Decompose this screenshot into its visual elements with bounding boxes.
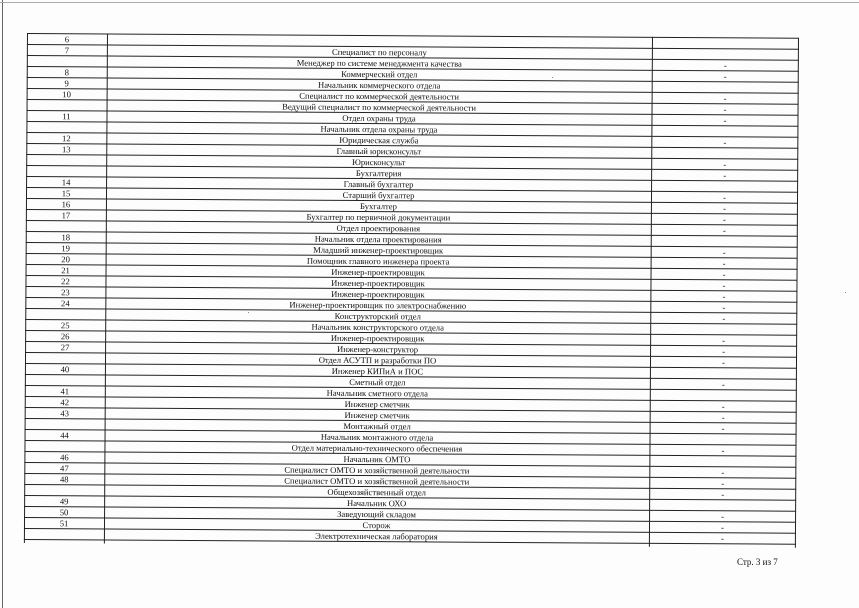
position-name: Заведующий складом <box>337 508 417 520</box>
position-name: Отдел охраны труда <box>342 112 416 124</box>
row-value: - <box>722 346 726 357</box>
row-value <box>650 390 797 391</box>
row-number: 17 <box>61 210 71 221</box>
position-name: Юридическая служба <box>339 134 419 146</box>
row-number: 40 <box>60 364 70 375</box>
scan-speck <box>552 77 553 78</box>
position-name: Специалист по персоналу <box>331 46 427 58</box>
scan-edge-left <box>2 0 3 608</box>
position-name: Инженер сметчик <box>344 409 410 421</box>
row-value: - <box>722 247 726 258</box>
staff-table <box>24 33 799 548</box>
position-name: Инженер-конструктор <box>336 343 419 355</box>
row-value <box>651 236 798 237</box>
row-value <box>649 500 796 501</box>
row-value: - <box>720 533 724 544</box>
row-value: - <box>723 159 727 170</box>
row-number: 22 <box>61 276 70 287</box>
row-value: - <box>721 522 724 533</box>
position-name: Специалист по коммерческой деятельности <box>299 90 459 102</box>
position-name: Общехозяйственный отдел <box>327 486 426 498</box>
position-name: Сметный отдел <box>349 376 406 388</box>
row-value: - <box>721 412 725 423</box>
position-name: Инженер-проектировщик <box>331 266 425 278</box>
position-name: Начальник отдела охраны труда <box>320 123 438 135</box>
row-value <box>649 456 796 457</box>
position-name: Отдел проектирования <box>336 222 421 234</box>
position-name <box>107 34 652 37</box>
position-name: Специалист ОМТО и хозяйственной деятельности <box>284 464 470 476</box>
position-name: Начальник ОМТО <box>343 453 411 465</box>
row-number: 20 <box>61 254 70 265</box>
position-name: Инженер-проектировщик <box>331 277 425 289</box>
row-number: 41 <box>60 386 70 397</box>
row-value <box>651 126 798 127</box>
row-value: - <box>723 60 727 71</box>
row-number: 23 <box>61 287 70 298</box>
row-number: 13 <box>61 144 71 155</box>
row-value: - <box>721 511 725 522</box>
row-number: 47 <box>60 463 69 474</box>
row-value <box>652 38 799 39</box>
row-value: - <box>722 302 726 313</box>
position-name: Начальник конструкторского отдела <box>311 321 444 333</box>
position-name: Инженер-проектировщик <box>330 332 425 344</box>
row-number: 25 <box>60 320 70 331</box>
position-name: Ведущий специалист по коммерческой деятельности <box>282 101 476 113</box>
row-number: 48 <box>59 474 69 485</box>
position-name: Отдел АСУТП и разработки ПО <box>318 354 437 366</box>
row-number: 11 <box>62 111 71 122</box>
row-number: 19 <box>61 243 71 254</box>
row-value <box>650 368 797 369</box>
row-value <box>652 49 799 50</box>
row-number: 42 <box>60 397 70 408</box>
row-value: - <box>722 225 726 236</box>
row-value <box>650 434 797 435</box>
row-value: - <box>723 104 727 115</box>
row-value <box>651 148 798 149</box>
row-number: 21 <box>61 265 70 276</box>
position-name: Монтажный отдел <box>343 420 411 432</box>
row-number: 46 <box>60 452 69 463</box>
position-name: Главный юрисконсульт <box>336 145 422 157</box>
position-name: Инженер КИПиА и ПОС <box>331 365 424 377</box>
row-value: - <box>721 489 725 500</box>
row-number: 7 <box>64 45 70 56</box>
row-value: - <box>723 71 727 82</box>
row-number: 43 <box>60 408 70 419</box>
scan-edge-top <box>0 2 859 3</box>
row-value: - <box>721 379 725 390</box>
row-value: - <box>722 313 726 324</box>
row-number: 44 <box>60 430 69 441</box>
position-name: Отдел материально-технического обеспечения <box>291 442 463 454</box>
position-name: Коммерческий отдел <box>341 68 418 80</box>
position-name: Бухгалтерия <box>355 168 402 179</box>
position-name: Бухгалтер по первичной документации <box>306 211 451 223</box>
position-name: Главный бухгалтер <box>343 178 414 190</box>
row-number: 18 <box>61 232 71 243</box>
row-value <box>651 181 798 182</box>
row-number: 8 <box>64 67 69 78</box>
row-number: 6 <box>64 34 70 45</box>
row-number: 14 <box>61 177 71 188</box>
position-name: Начальник коммерческого отдела <box>317 79 441 91</box>
row-value: - <box>722 269 726 280</box>
row-value: - <box>721 478 725 489</box>
row-value: - <box>721 467 725 478</box>
row-value: - <box>721 423 725 434</box>
row-value <box>650 324 797 325</box>
row-value <box>652 82 799 83</box>
row-number: 26 <box>60 331 70 342</box>
row-number: 51 <box>59 518 69 529</box>
row-value: - <box>723 170 727 181</box>
position-name: Инженер сметчик <box>344 398 410 410</box>
row-value: - <box>721 445 725 456</box>
scan-speck <box>248 312 249 313</box>
row-value: - <box>723 192 726 203</box>
position-name: Начальник отдела проектирования <box>314 233 442 245</box>
row-value: - <box>723 115 727 126</box>
position-name: Конструкторский отдел <box>334 310 421 322</box>
position-name: Юрисконсульт <box>351 156 406 168</box>
position-name: Начальник ОХО <box>347 497 407 509</box>
row-value: - <box>721 401 725 412</box>
row-number: 24 <box>61 298 70 309</box>
position-name: Специалист ОМТО и хозяйственной деятельности <box>284 475 470 487</box>
row-number: 10 <box>62 89 71 100</box>
row-number: 16 <box>61 199 71 210</box>
position-name: Инженер-проектировщик по электроснабжению <box>289 299 467 311</box>
row-value: - <box>722 335 726 346</box>
row-value: - <box>722 214 726 225</box>
position-name: Начальник сметного отдела <box>326 387 428 399</box>
position-name: Менеджер по системе менеджмента качества <box>296 57 462 69</box>
page-number: Стр. 3 из 7 <box>737 557 778 567</box>
position-name: Бухгалтер <box>359 201 397 212</box>
row-value: - <box>722 280 726 291</box>
row-value: - <box>722 258 726 269</box>
row-value: - <box>722 291 726 302</box>
row-number: 15 <box>61 188 71 199</box>
row-value: - <box>722 357 725 368</box>
position-name: Начальник монтажного отдела <box>320 431 434 443</box>
position-name: Старший бухгалтер <box>342 189 415 201</box>
row-value: - <box>722 203 726 214</box>
position-name: Сторож <box>362 520 391 531</box>
row-number: 50 <box>59 507 69 518</box>
row-number: 12 <box>62 133 71 144</box>
position-name: Инженер-проектировщик <box>331 288 425 300</box>
position-name: Электротехническая лаборатория <box>315 530 438 542</box>
row-number: 27 <box>60 342 70 353</box>
row-number: 9 <box>64 78 69 89</box>
row-value: - <box>723 137 727 148</box>
row-value: - <box>723 93 727 104</box>
scan-speck <box>845 292 846 293</box>
row-number: 49 <box>59 496 69 507</box>
position-name: Помощник главного инженера проекта <box>306 255 450 267</box>
position-name: Младший инженер-проектировщик <box>313 244 444 256</box>
